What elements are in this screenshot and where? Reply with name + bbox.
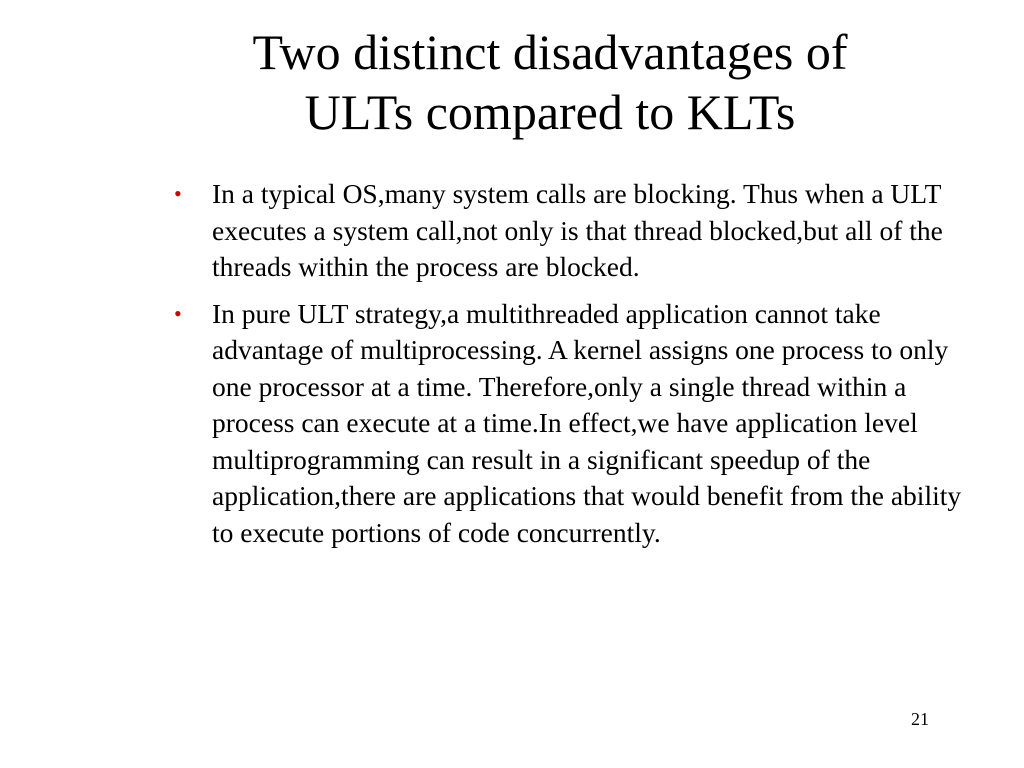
bullet-text: In a typical OS,many system calls are blocking. Thus when a ULT executes a system call,not only is that thread blocked,but all of the threads within the process are blocked. [212, 178, 943, 282]
slide-title [150, 22, 950, 142]
bullet-icon: • [174, 300, 182, 326]
bullet-icon: • [174, 181, 182, 206]
slide-title-line-1: Two distinct disadvantages of [252, 24, 848, 80]
bullet-list [170, 176, 970, 561]
page-number: 21 [911, 709, 929, 729]
bullet-item-blocking-calls [170, 176, 970, 286]
slide-title-line-2: ULTs compared to KLTs [304, 84, 796, 140]
bullet-text: In pure ULT strategy,a multithreaded application cannot take advantage of multiprocessing. A kernel assigns one process to only one processor at a time. Therefore,only a single thread within a process can execute at a time.In effect,we have application level multiprogramming can result in a significant speedup of the application,there are applications that would benefit from the ability to execute portions of code concurrently. [212, 297, 962, 548]
bullet-item-multiprocessing [170, 296, 970, 552]
